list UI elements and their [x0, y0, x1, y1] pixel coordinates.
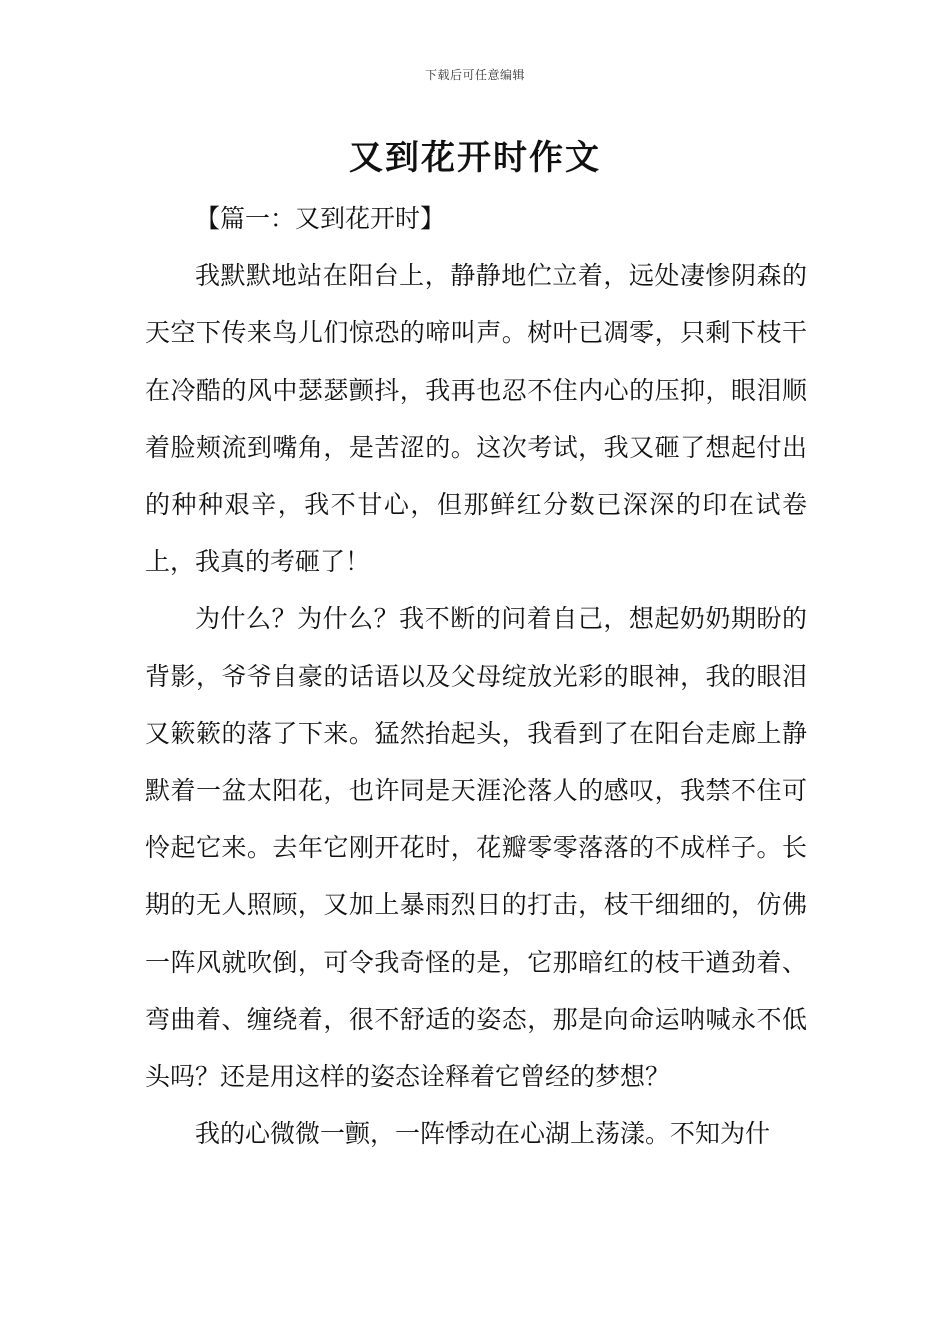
paragraph: 我默默地站在阳台上，静静地伫立着，远处凄惨阴森的天空下传来鸟儿们惊恐的啼叫声。树叶已凋零，只剩下枝干在冷酷的风中瑟瑟颤抖，我再也忍不住内心的压抑，眼泪顺着脸颊流到嘴角，是苦涩的。这次考试，我又砸了想起付出的种种艰辛，我不甘心，但那鲜红分数已深深的印在试卷上，我真的考砸了！	[145, 261, 807, 577]
header-note: 下载后可任意编辑	[424, 68, 525, 82]
section-heading: 【篇一：又到花开时】	[195, 204, 446, 233]
document-title: 又到花开时作文	[349, 138, 601, 178]
document-body	[145, 190, 807, 1162]
paragraph: 为什么？为什么？我不断的问着自己，想起奶奶期盼的背影，爷爷自豪的话语以及父母绽放光彩的眼神，我的眼泪又簌簌的落了下来。猛然抬起头，我看到了在阳台走廊上静默着一盆太阳花，也许同是天涯沦落人的感叹，我禁不住可怜起它来。去年它刚开花时，花瓣零零落落的不成样子。长期的无人照顾，又加上暴雨烈日的打击，枝干细细的，仿佛一阵风就吹倒，可令我奇怪的是，它那暗红的枝干遒劲着、弯曲着、缠绕着，很不舒适的姿态，那是向命运呐喊永不低头吗？还是用这样的姿态诠释着它曾经的梦想？	[145, 604, 807, 1092]
paragraph: 我的心微微一颤，一阵悸动在心湖上荡漾。不知为什	[195, 1119, 771, 1149]
